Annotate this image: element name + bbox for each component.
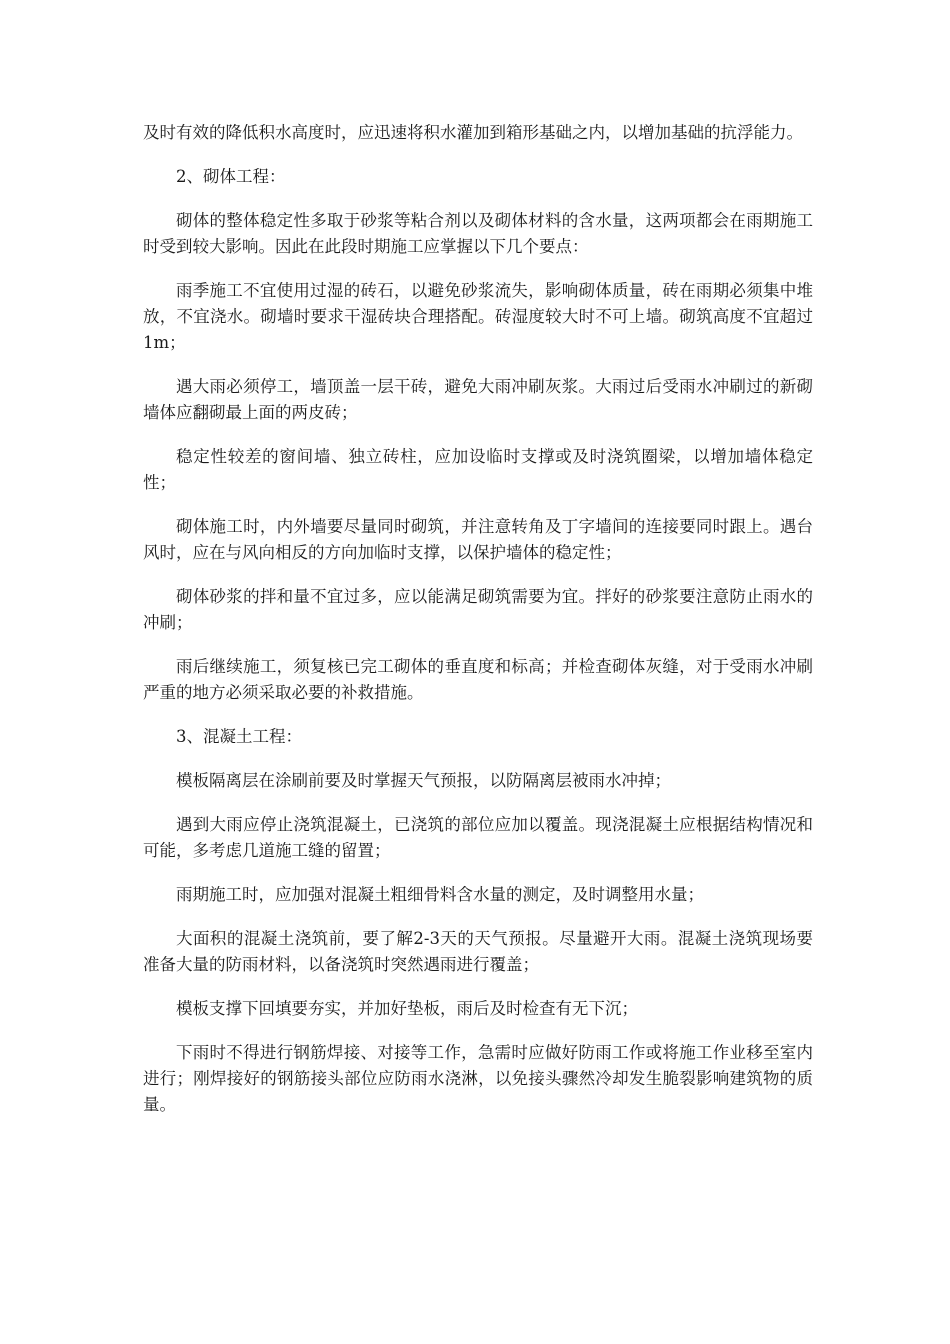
paragraph-continuation: 及时有效的降低积水高度时，应迅速将积水灌加到箱形基础之内，以增加基础的抗浮能力。 xyxy=(143,123,803,142)
paragraph: 模板隔离层在涂刷前要及时掌握天气预报，以防隔离层被雨水冲掉； xyxy=(176,771,671,790)
section-heading-masonry: 2、砌体工程： xyxy=(176,167,286,186)
paragraph: 砌体施工时，内外墙要尽量同时砌筑，并注意转角及丁字墙间的连接要同时跟上。遇台风时，应在与风向相反的方向加临时支撑，以保护墙体的稳定性； xyxy=(143,517,813,562)
document-body xyxy=(143,120,813,1136)
paragraph: 遇大雨必须停工，墙顶盖一层干砖，避免大雨冲刷灰浆。大雨过后受雨水冲刷过的新砌墙体应翻砌最上面的两皮砖； xyxy=(143,377,813,422)
paragraph: 稳定性较差的窗间墙、独立砖柱，应加设临时支撑或及时浇筑圈梁，以增加墙体稳定性； xyxy=(143,447,813,492)
paragraph: 雨后继续施工，须复核已完工砌体的垂直度和标高；并检查砌体灰缝，对于受雨水冲刷严重的地方必须采取必要的补救措施。 xyxy=(143,657,813,702)
paragraph: 砌体的整体稳定性多取于砂浆等粘合剂以及砌体材料的含水量，这两项都会在雨期施工时受到较大影响。因此在此段时期施工应掌握以下几个要点： xyxy=(143,211,813,256)
paragraph: 砌体砂浆的拌和量不宜过多，应以能满足砌筑需要为宜。拌好的砂浆要注意防止雨水的冲刷； xyxy=(143,587,813,632)
paragraph: 遇到大雨应停止浇筑混凝土，已浇筑的部位应加以覆盖。现浇混凝土应根据结构情况和可能，多考虑几道施工缝的留置； xyxy=(143,815,813,860)
section-heading-concrete: 3、混凝土工程： xyxy=(176,727,302,746)
paragraph: 大面积的混凝土浇筑前，要了解2-3天的天气预报。尽量避开大雨。混凝土浇筑现场要准备大量的防雨材料，以备浇筑时突然遇雨进行覆盖； xyxy=(143,929,813,974)
paragraph: 模板支撑下回填要夯实，并加好垫板，雨后及时检查有无下沉； xyxy=(176,999,638,1018)
paragraph: 雨季施工不宜使用过湿的砖石，以避免砂浆流失，影响砌体质量，砖在雨期必须集中堆放，不宜浇水。砌墙时要求干湿砖块合理搭配。砖湿度较大时不可上墙。砌筑高度不宜超过1m； xyxy=(143,281,813,352)
paragraph: 雨期施工时，应加强对混凝土粗细骨料含水量的测定，及时调整用水量； xyxy=(176,885,704,904)
paragraph: 下雨时不得进行钢筋焊接、对接等工作，急需时应做好防雨工作或将施工作业移至室内进行；刚焊接好的钢筋接头部位应防雨水浇淋，以免接头骤然冷却发生脆裂影响建筑物的质量。 xyxy=(143,1043,813,1114)
